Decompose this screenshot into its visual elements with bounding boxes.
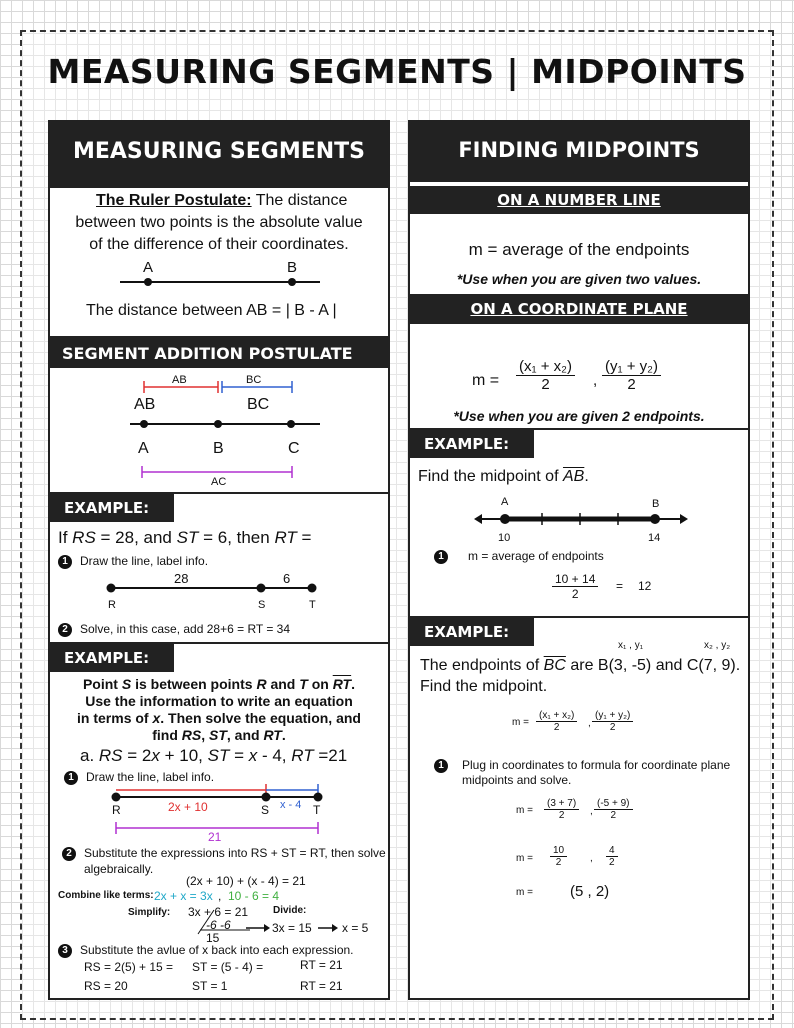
- ex3-number-line: [410, 122, 411, 123]
- ex1-rs: 28: [174, 571, 189, 586]
- sap-c: C: [288, 440, 300, 457]
- ex4-q1-seg: $\overline{BC}$: [543, 657, 566, 674]
- ruler-point-b: B: [287, 259, 298, 276]
- ex2-step2a-text: Substitute the expressions into RS + ST = RT, then solve: [84, 846, 386, 860]
- ex3-res: 12: [638, 579, 652, 593]
- step-bullet: 1: [58, 555, 72, 569]
- ex2-p1: Point S is between points R and T on $\overline{RT}$.: [82, 676, 356, 692]
- cp-comma: ,: [593, 372, 598, 389]
- ex2-s: S: [261, 803, 270, 817]
- ex4-res: (5 , 2): [570, 883, 610, 900]
- ex2-t: T: [313, 803, 321, 817]
- example-2-header: EXAMPLE:: [50, 644, 174, 672]
- ex2-step2b: algebraically.: [84, 862, 154, 876]
- ex1-s: S: [258, 599, 266, 611]
- coordinate-plane-header-text: ON A COORDINATE PLANE: [470, 300, 688, 318]
- ex4-s2-den-x: 2: [555, 857, 562, 868]
- ex2-st2: ST = 1: [192, 979, 228, 993]
- ex2-simplify: 3x + 6 = 21: [188, 905, 249, 919]
- ex2-st1: ST = (5 - 4) =: [192, 960, 264, 974]
- ex2-eq1: (2x + 10) + (x - 4) = 21: [186, 874, 306, 888]
- ex2-step1-text: Draw the line, label info.: [86, 770, 215, 784]
- example-1-header: EXAMPLE:: [50, 494, 174, 522]
- ex3-b: B: [652, 498, 660, 510]
- ex4-m3: m =: [516, 853, 533, 864]
- example-4-header: EXAMPLE:: [410, 618, 534, 646]
- ex4-q1-pre: The endpoints of: [420, 657, 540, 674]
- cp-den-y: 2: [627, 376, 636, 393]
- ex3-q-post: .: [584, 468, 589, 485]
- cp-num-x: (x₁ + x₂): [516, 358, 575, 376]
- step-bullet: 3: [58, 944, 72, 958]
- nl-formula: m = average of the endpoints: [468, 240, 690, 259]
- ex2-p4: find RS, ST, and RT.: [152, 727, 286, 743]
- ex4-m: m =: [512, 717, 529, 728]
- sap-bc-small: BC: [246, 374, 262, 386]
- ex2-r: R: [112, 803, 121, 817]
- ex4-s1-num-y: (-5 + 9): [594, 798, 633, 810]
- ex1-step2-text: Solve, in this case, add 28+6 = RT = 34: [80, 622, 291, 636]
- sap-ab-small: AB: [172, 374, 187, 386]
- ex2-combine-sep: ,: [218, 889, 222, 903]
- example-3-header: EXAMPLE:: [410, 430, 534, 458]
- ex4-s2-frac-y: [606, 845, 618, 868]
- ex2-work-diagram: [50, 122, 51, 123]
- ex4-s1-frac-y: [594, 798, 633, 821]
- ex3-a: A: [501, 496, 509, 508]
- ex2-rs1: RS = 2(5) + 15 =: [84, 960, 174, 974]
- sap-b: B: [213, 440, 224, 457]
- sap-header: SEGMENT ADDITION POSTULATE: [50, 338, 390, 368]
- ruler-line2: between two points is the absolute value: [75, 214, 363, 231]
- ex4-s1-num-x: (3 + 7): [544, 798, 579, 810]
- ex1-st: 6: [283, 571, 291, 586]
- ex3-eq: =: [616, 579, 624, 593]
- ex4-s2-num-y: 4: [606, 845, 618, 857]
- ex4-q1: [420, 657, 740, 675]
- sap-ac: AC: [211, 476, 227, 488]
- ex4-frac-x: [536, 710, 577, 733]
- number-line-header-text: ON A NUMBER LINE: [497, 191, 661, 209]
- ex2-rs2: RS = 20: [84, 979, 128, 993]
- ex2-a: a. RS = 2x + 10, ST = x - 4, RT =21: [80, 746, 348, 765]
- cp-m: m =: [472, 372, 500, 389]
- ex2-p3: in terms of x. Then solve the equation, and: [77, 710, 361, 726]
- ex2-rt2: RT = 21: [300, 979, 343, 993]
- ex2-step3-text: Substitute the avlue of x back into each expression.: [80, 943, 354, 957]
- ruler-distance: The distance between AB = | B - A |: [86, 302, 337, 319]
- step-bullet: 2: [62, 847, 76, 861]
- page-title: MEASURING SEGMENTS | MIDPOINTS: [47, 52, 747, 91]
- ex4-q2: Find the midpoint.: [420, 678, 548, 695]
- ex3-frac: [552, 572, 598, 601]
- measuring-segments-panel: [48, 120, 390, 1000]
- ex2-eq15: 3x = 15: [272, 921, 312, 935]
- ex4-den-y: 2: [609, 722, 616, 733]
- sap-bc: BC: [247, 396, 270, 413]
- cp-num-y: (y₁ + y₂): [602, 358, 661, 376]
- ex2-step3: [58, 943, 354, 958]
- cp-frac-x: [516, 358, 575, 393]
- finding-midpoints-panel: [408, 120, 750, 1000]
- ex4-s2-den-y: 2: [609, 857, 615, 868]
- ex2-p2: Use the information to write an equation: [85, 693, 353, 709]
- step-bullet: 1: [434, 550, 448, 564]
- sap-a: A: [138, 440, 149, 457]
- ex3-10: 10: [498, 532, 511, 544]
- ex2-minus6: -6 -6: [206, 918, 231, 932]
- ex2-rs-expr: 2x + 10: [168, 800, 208, 814]
- ex3-step1: [434, 549, 604, 564]
- number-line-header: [410, 186, 748, 214]
- ex2-step1: [64, 770, 214, 785]
- ex4-x1y1: x₁ , y₁: [618, 640, 644, 651]
- ex2-x5: x = 5: [342, 921, 369, 935]
- cp-note: *Use when you are given 2 endpoints.: [453, 408, 705, 424]
- finding-midpoints-header: FINDING MIDPOINTS: [410, 122, 748, 182]
- ex2-simplify-label: Simplify:: [128, 907, 171, 918]
- ex2-fifteen: 15: [206, 931, 220, 945]
- ex3-den: 2: [571, 587, 579, 601]
- ex4-s2-num-x: 10: [550, 845, 567, 857]
- ex2-divide-label: Divide:: [273, 905, 307, 916]
- ex2-combine-c: 10 - 6 = 4: [228, 889, 280, 903]
- coordinate-plane-header: [410, 294, 748, 324]
- ex1-step1-text: Draw the line, label info.: [80, 554, 209, 568]
- ex1-step1: [58, 554, 208, 569]
- step-bullet: 1: [434, 759, 448, 773]
- ex2-st-expr: x - 4: [280, 799, 302, 811]
- ex4-num-y: (y₁ + y₂): [592, 710, 633, 722]
- ruler-line3: of the difference of their coordinates.: [89, 236, 349, 253]
- step-bullet: 1: [64, 771, 78, 785]
- ruler-text-1: The distance: [255, 192, 348, 209]
- ex4-m4: m =: [516, 887, 533, 898]
- ex2-rt1: RT = 21: [300, 958, 343, 972]
- ex3-q-seg: $\overline{AB}$: [562, 468, 585, 485]
- ex3-question: [418, 468, 589, 486]
- cp-den-x: 2: [541, 376, 550, 393]
- ex4-x2y2: x₂ , y₂: [704, 640, 731, 651]
- ruler-line1: [96, 192, 347, 210]
- ex4-m2: m =: [516, 805, 533, 816]
- sap-ab: AB: [134, 396, 156, 413]
- ex3-step1-text: m = average of endpoints: [468, 549, 604, 563]
- ruler-point-a: A: [143, 259, 154, 276]
- ex4-step1a-text: Plug in coordinates to formula for coordinate plane: [462, 758, 731, 772]
- ex4-q1-post: are B(3, -5) and C(7, 9).: [570, 657, 741, 674]
- ex2-combine-label: Combine like terms:: [58, 890, 154, 901]
- ex1-step2: [58, 622, 290, 637]
- ex4-step1b: midpoints and solve.: [462, 773, 572, 787]
- step-bullet: 2: [58, 623, 72, 637]
- ex3-num: 10 + 14: [552, 572, 598, 587]
- ex2-rt: 21: [208, 830, 222, 844]
- ex4-s1-comma: ,: [590, 806, 593, 817]
- ex4-step1a: [434, 758, 730, 773]
- ex4-num-x: (x₁ + x₂): [536, 710, 577, 722]
- ex4-frac-y: [592, 710, 633, 733]
- ex2-combine-x: 2x + x = 3x: [154, 889, 213, 903]
- ex2-step2a: [62, 846, 386, 861]
- cp-frac-y: [602, 358, 661, 393]
- ex1-question: If RS = 28, and ST = 6, then RT =: [58, 528, 312, 547]
- ruler-postulate-label: The Ruler Postulate:: [96, 192, 252, 209]
- ex3-14: 14: [648, 532, 661, 544]
- ex1-r: R: [108, 599, 116, 611]
- ex4-s2-comma: ,: [590, 853, 593, 864]
- nl-note: *Use when you are given two values.: [456, 271, 702, 287]
- ex4-den-x: 2: [553, 722, 560, 733]
- measuring-segments-header: MEASURING SEGMENTS: [50, 122, 388, 188]
- ex4-s1-den-y: 2: [610, 810, 617, 821]
- ex1-t: T: [309, 599, 316, 611]
- ex4-s1-frac-x: [544, 798, 579, 821]
- ex4-s1-den-x: 2: [558, 810, 565, 821]
- ex4-comma: ,: [588, 718, 591, 729]
- ex4-s2-frac-x: [550, 845, 567, 868]
- ex3-q-pre: Find the midpoint of: [418, 468, 559, 485]
